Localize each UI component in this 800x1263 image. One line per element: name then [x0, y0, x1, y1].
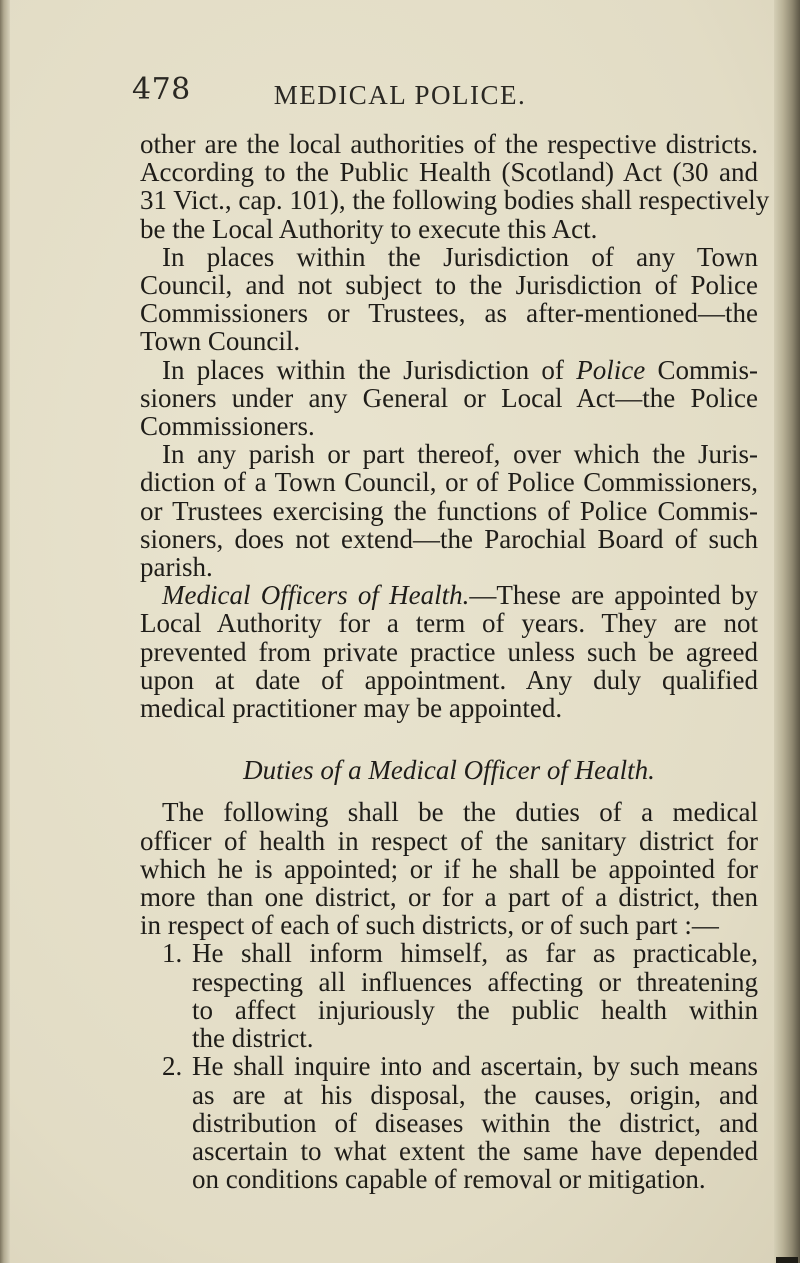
list-item-first-line	[140, 939, 758, 967]
text-line: Town Council.	[140, 326, 301, 357]
text-line: on conditions capable of removal or mitigation.	[192, 1164, 706, 1195]
text-line: or Trustees exercising the functions of Police Commis-	[140, 495, 758, 526]
text-line: parish.	[140, 552, 213, 583]
text-line: to affect injuriously the public health within	[192, 994, 758, 1025]
italic-run: Medical Officers of Health.	[162, 580, 470, 611]
text-line	[140, 581, 758, 609]
text-line: sioners, does not extend—the Parochial Board of such	[140, 523, 758, 554]
text-line: diction of a Town Council, or of Police Commissioners,	[140, 467, 758, 498]
text-run: Commis-	[645, 354, 758, 385]
text-run: In places within the Jurisdiction of	[162, 354, 577, 385]
text-run: He shall inquire into and ascertain, by such means	[192, 1051, 758, 1082]
text-line: more than one district, or for a part of a district, then	[140, 882, 758, 913]
page-gutter-shadow	[0, 0, 10, 1263]
text-run: —These are appointed by	[469, 580, 758, 611]
text-line: 31 Vict., cap. 101), the following bodies shall respectively	[140, 185, 770, 216]
text-line: officer of health in respect of the sanitary district for	[140, 825, 758, 856]
text-line: According to the Public Health (Scotland) Act (30 and	[140, 157, 758, 188]
text-line	[140, 356, 758, 384]
text-line: which he is appointed; or if he shall be appointed for	[140, 853, 758, 884]
text-line: respecting all influences affecting or threatening	[192, 966, 758, 997]
text-line: other are the local authorities of the respective districts.	[140, 129, 758, 159]
list-item-number: 2.	[162, 1051, 183, 1082]
text-line: in respect of each of such districts, or of such part :—	[140, 910, 719, 941]
text-line: be the Local Authority to execute this Act.	[140, 213, 598, 244]
text-line: In places within the Jurisdiction of any Town	[162, 241, 758, 272]
text-run: He shall inform himself, as far as practicable,	[192, 938, 758, 969]
italic-run: Police	[576, 354, 646, 385]
text-line: prevented from private practice unless such be agreed	[140, 636, 758, 667]
text-line: distribution of diseases within the district, and	[192, 1107, 758, 1138]
text-line: Council, and not subject to the Jurisdiction of Police	[140, 270, 758, 301]
text-line: as are at his disposal, the causes, origin, and	[192, 1079, 758, 1110]
text-line: The following shall be the duties of a medical	[162, 797, 758, 828]
running-head: MEDICAL POLICE.	[273, 80, 527, 110]
text-line: Commissioners.	[140, 411, 315, 442]
text-line: In any parish or part thereof, over which the Juris-	[162, 439, 758, 470]
page-number: 478	[132, 72, 191, 107]
text-line: ascertain to what extent the same have depended	[192, 1135, 758, 1166]
text-line: the district.	[192, 1023, 314, 1054]
page-fore-edge	[774, 0, 800, 1263]
section-heading: Duties of a Medical Officer of Health.	[243, 755, 655, 786]
text-line: sioners under any General or Local Act—the Police	[140, 382, 758, 413]
text-line: Commissioners or Trustees, as after-mentioned—the	[140, 298, 758, 329]
list-item-first-line	[140, 1052, 758, 1080]
text-line: medical practitioner may be appointed.	[140, 693, 563, 724]
text-line: upon at date of appointment. Any duly qualified	[140, 664, 758, 695]
list-item-number: 1.	[162, 938, 183, 969]
corner-mark	[776, 1257, 798, 1263]
body-text	[140, 129, 770, 1195]
text-line: Local Authority for a term of years. They are not	[140, 608, 758, 639]
